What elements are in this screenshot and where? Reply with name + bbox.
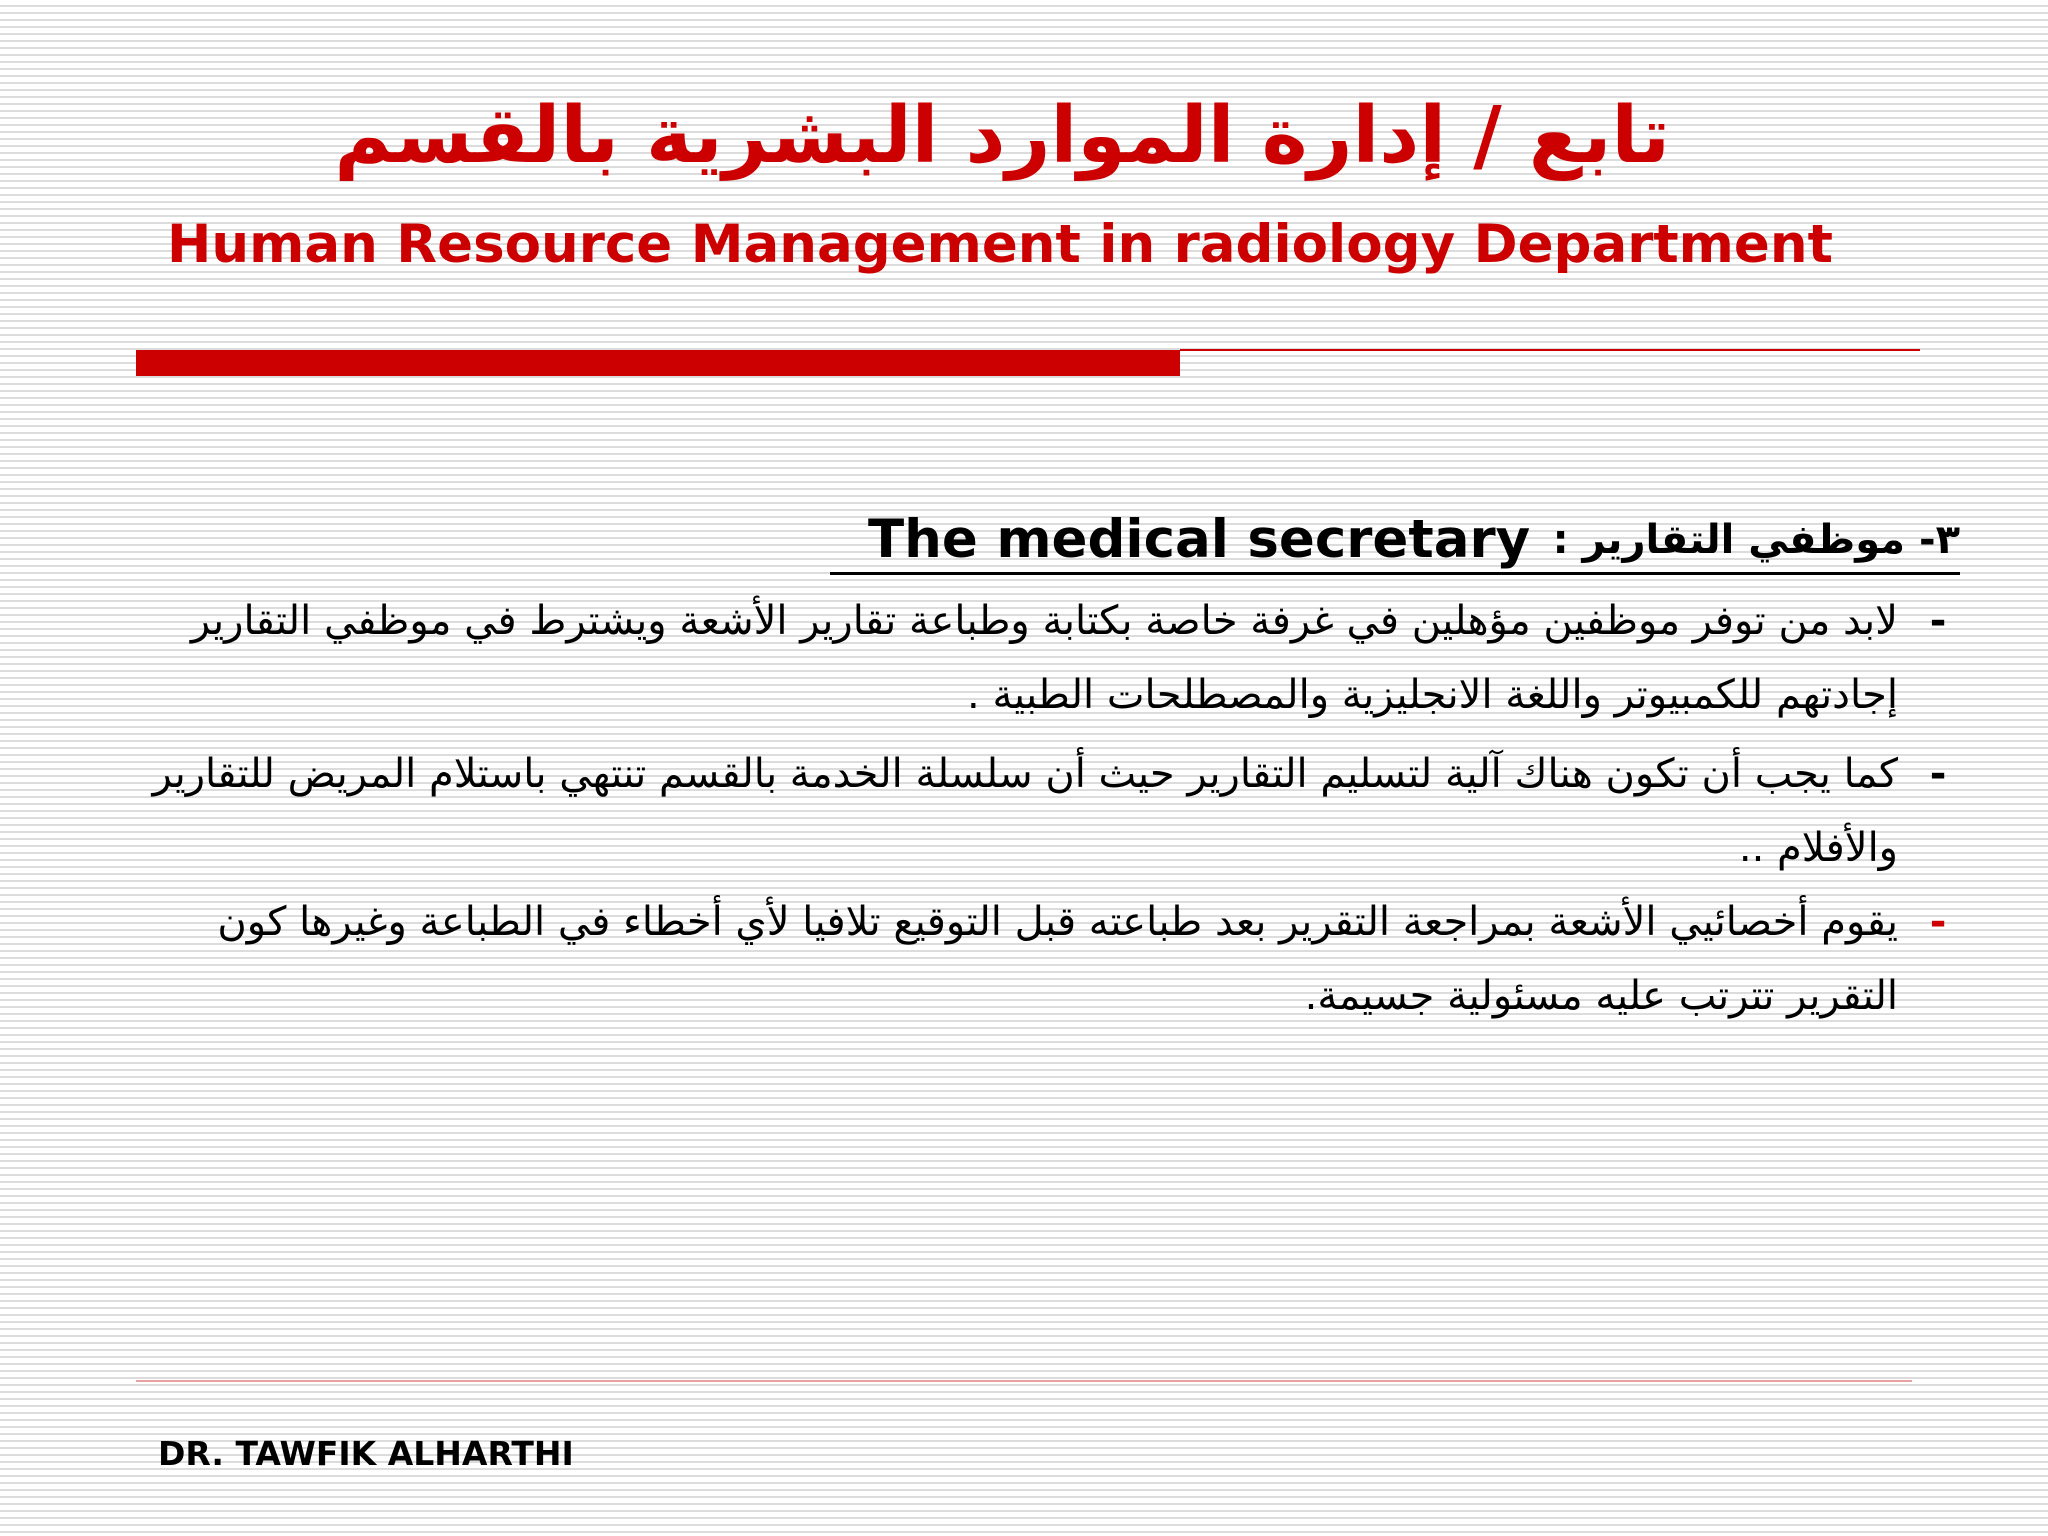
title-divider-thick — [136, 350, 1180, 376]
bullet-marker: - — [1929, 598, 1947, 644]
footer-author: DR. TAWFIK ALHARTHI — [158, 1434, 574, 1473]
bullet-text: كما يجب أن تكون هناك آلية لتسليم التقارير حيث أن سلسلة الخدمة بالقسم تنتهي باستلام المريض للتقارير والأفلام .. — [152, 751, 1898, 871]
footer-divider — [136, 1380, 1912, 1382]
bullet-text: يقوم أخصائيي الأشعة بمراجعة التقرير بعد طباعته قبل التوقيع تلافيا لأي أخطاء في الطباعة وغيرها كون التقرير تترتب عليه مسئولية جسيمة. — [217, 899, 1898, 1019]
slide-title-arabic: تابع / إدارة الموارد البشرية بالقسم — [334, 91, 1670, 181]
bullet-item — [138, 737, 1958, 885]
bullet-item — [138, 584, 1958, 732]
bullet-marker: - — [1929, 751, 1947, 797]
title-divider-thin — [1180, 349, 1920, 351]
section-heading-english: The medical secretary — [868, 509, 1531, 570]
section-heading — [830, 508, 1960, 575]
bullet-marker: - — [1929, 899, 1947, 945]
bullet-text: لابد من توفر موظفين مؤهلين في غرفة خاصة بكتابة وطباعة تقارير الأشعة ويشترط في موظفي التقارير إجادتهم للكمبيوتر واللغة الانجليزية والمصطلحات الطبية . — [190, 598, 1898, 718]
slide-title-english: Human Resource Management in radiology Department — [167, 214, 1833, 275]
bullet-item — [138, 885, 1958, 1033]
section-heading-arabic: ٣- موظفي التقارير : — [1552, 517, 1960, 563]
